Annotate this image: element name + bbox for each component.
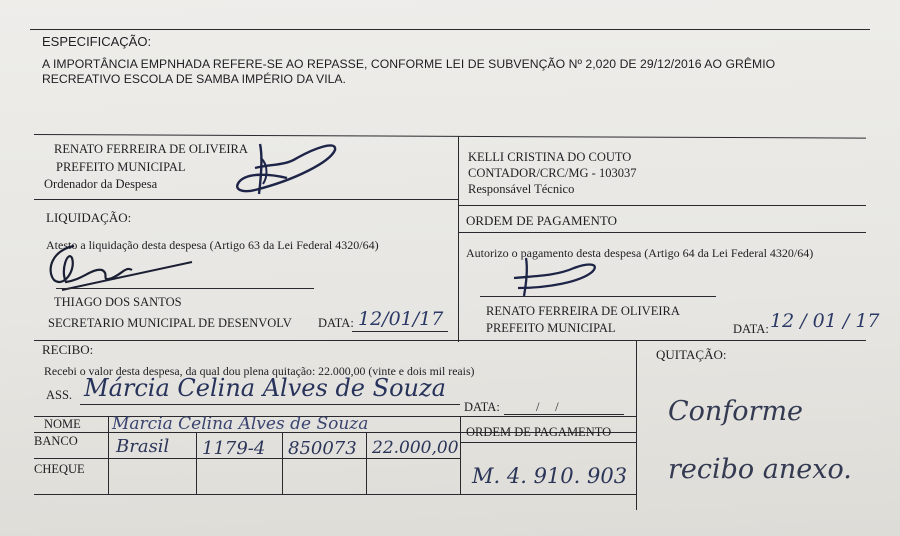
ordenador-name: RENATO FERREIRA DE OLIVEIRA xyxy=(54,142,248,156)
liquidacao-title: LIQUIDAÇÃO: xyxy=(46,210,132,225)
grid-bottom-line xyxy=(34,494,636,495)
especificacao-title: ESPECIFICAÇÃO: xyxy=(42,34,152,49)
recibo-top-rule xyxy=(34,340,866,341)
liquidacao-date-value: 12/01/17 xyxy=(358,308,444,330)
ordem-role: PREFEITO MUNICIPAL xyxy=(486,321,616,335)
grid-col-line-ordem xyxy=(460,416,461,494)
ordenador-signature-image xyxy=(225,138,345,200)
top-rule xyxy=(30,29,870,30)
quitacao-line2: recibo anexo. xyxy=(668,454,852,485)
banco-value-account: 850073 xyxy=(288,438,357,459)
recibo-banco-label: BANCO xyxy=(34,434,78,448)
quitacao-line1: Conforme xyxy=(668,396,804,427)
liquidacao-date-line xyxy=(352,331,448,332)
ordem-signature-image xyxy=(504,254,604,300)
center-divider xyxy=(458,136,459,342)
recibo-ordem-value: M. 4. 910. 903 xyxy=(472,464,628,488)
grid-col-line-label xyxy=(108,416,109,494)
banco-value-bank: Brasil xyxy=(116,436,170,457)
quitacao-title: QUITAÇÃO: xyxy=(656,347,727,362)
signatures-top-rule xyxy=(34,134,866,139)
recibo-ass-line xyxy=(80,404,460,405)
responsavel-role: CONTADOR/CRC/MG - 103037 xyxy=(468,166,637,180)
grid-col-line-4 xyxy=(366,432,367,494)
recibo-cheque-label: CHEQUE xyxy=(34,462,85,476)
liquidacao-sign-line xyxy=(56,288,314,289)
ordem-sign-line xyxy=(480,296,716,297)
liquidacao-role: SECRETARIO MUNICIPAL DE DESENVOLV xyxy=(48,316,292,330)
recibo-ordem-label: ORDEM DE PAGAMENTO xyxy=(466,425,612,439)
ordem-title: ORDEM DE PAGAMENTO xyxy=(466,213,617,228)
ordenador-label: Ordenador da Despesa xyxy=(44,177,158,191)
grid-col-line-2 xyxy=(196,432,197,494)
liquidacao-name: THIAGO DOS SANTOS xyxy=(54,295,182,309)
recibo-text: Recebi o valor desta despesa, da qual dou plena quitação: 22.000,00 (vinte e dois mil reais) xyxy=(44,364,475,378)
recibo-ass-label: ASS. xyxy=(46,388,73,402)
especificacao-line1: A IMPORTÂNCIA EMPNHADA REFERE-SE AO REPASSE, CONFORME LEI DE SUBVENÇÃO Nº 2,020 DE 29/12/2016 AO GRÊMIO xyxy=(42,57,776,71)
recibo-nome-label: NOME xyxy=(44,417,81,431)
responsavel-rule xyxy=(458,205,866,206)
responsavel-label: Responsável Técnico xyxy=(468,182,575,196)
ordem-title-rule xyxy=(458,232,866,233)
recibo-data-label: DATA: xyxy=(464,400,500,414)
banco-value-agency: 1179-4 xyxy=(202,438,266,459)
recibo-data-value: / / xyxy=(536,400,559,414)
recibo-nome-value: Marcia Celina Alves de Souza xyxy=(112,414,369,434)
recibo-ass-signature: Márcia Celina Alves de Souza xyxy=(84,374,446,402)
ordem-date-value: 12 / 01 / 17 xyxy=(770,310,880,332)
liquidacao-text: Atesto a liquidação desta despesa (Artigo 63 da Lei Federal 4320/64) xyxy=(46,238,379,252)
ordem-text: Autorizo o pagamento desta despesa (Artigo 64 da Lei Federal 4320/64) xyxy=(466,246,814,260)
ordem-name: RENATO FERREIRA DE OLIVEIRA xyxy=(486,304,680,318)
ordenador-role: PREFEITO MUNICIPAL xyxy=(56,160,186,174)
ordem-date-label: DATA: xyxy=(733,322,769,336)
responsavel-name: KELLI CRISTINA DO COUTO xyxy=(468,150,632,164)
recibo-title: RECIBO: xyxy=(42,342,94,357)
quitacao-divider xyxy=(636,340,637,510)
grid-col-line-3 xyxy=(282,432,283,494)
especificacao-line2: RECREATIVO ESCOLA DE SAMBA IMPÉRIO DA VILA. xyxy=(42,72,346,86)
banco-value-amount: 22.000,00 xyxy=(372,438,459,458)
grid-row-line-4 xyxy=(460,442,636,443)
liquidacao-date-label: DATA: xyxy=(318,316,354,330)
